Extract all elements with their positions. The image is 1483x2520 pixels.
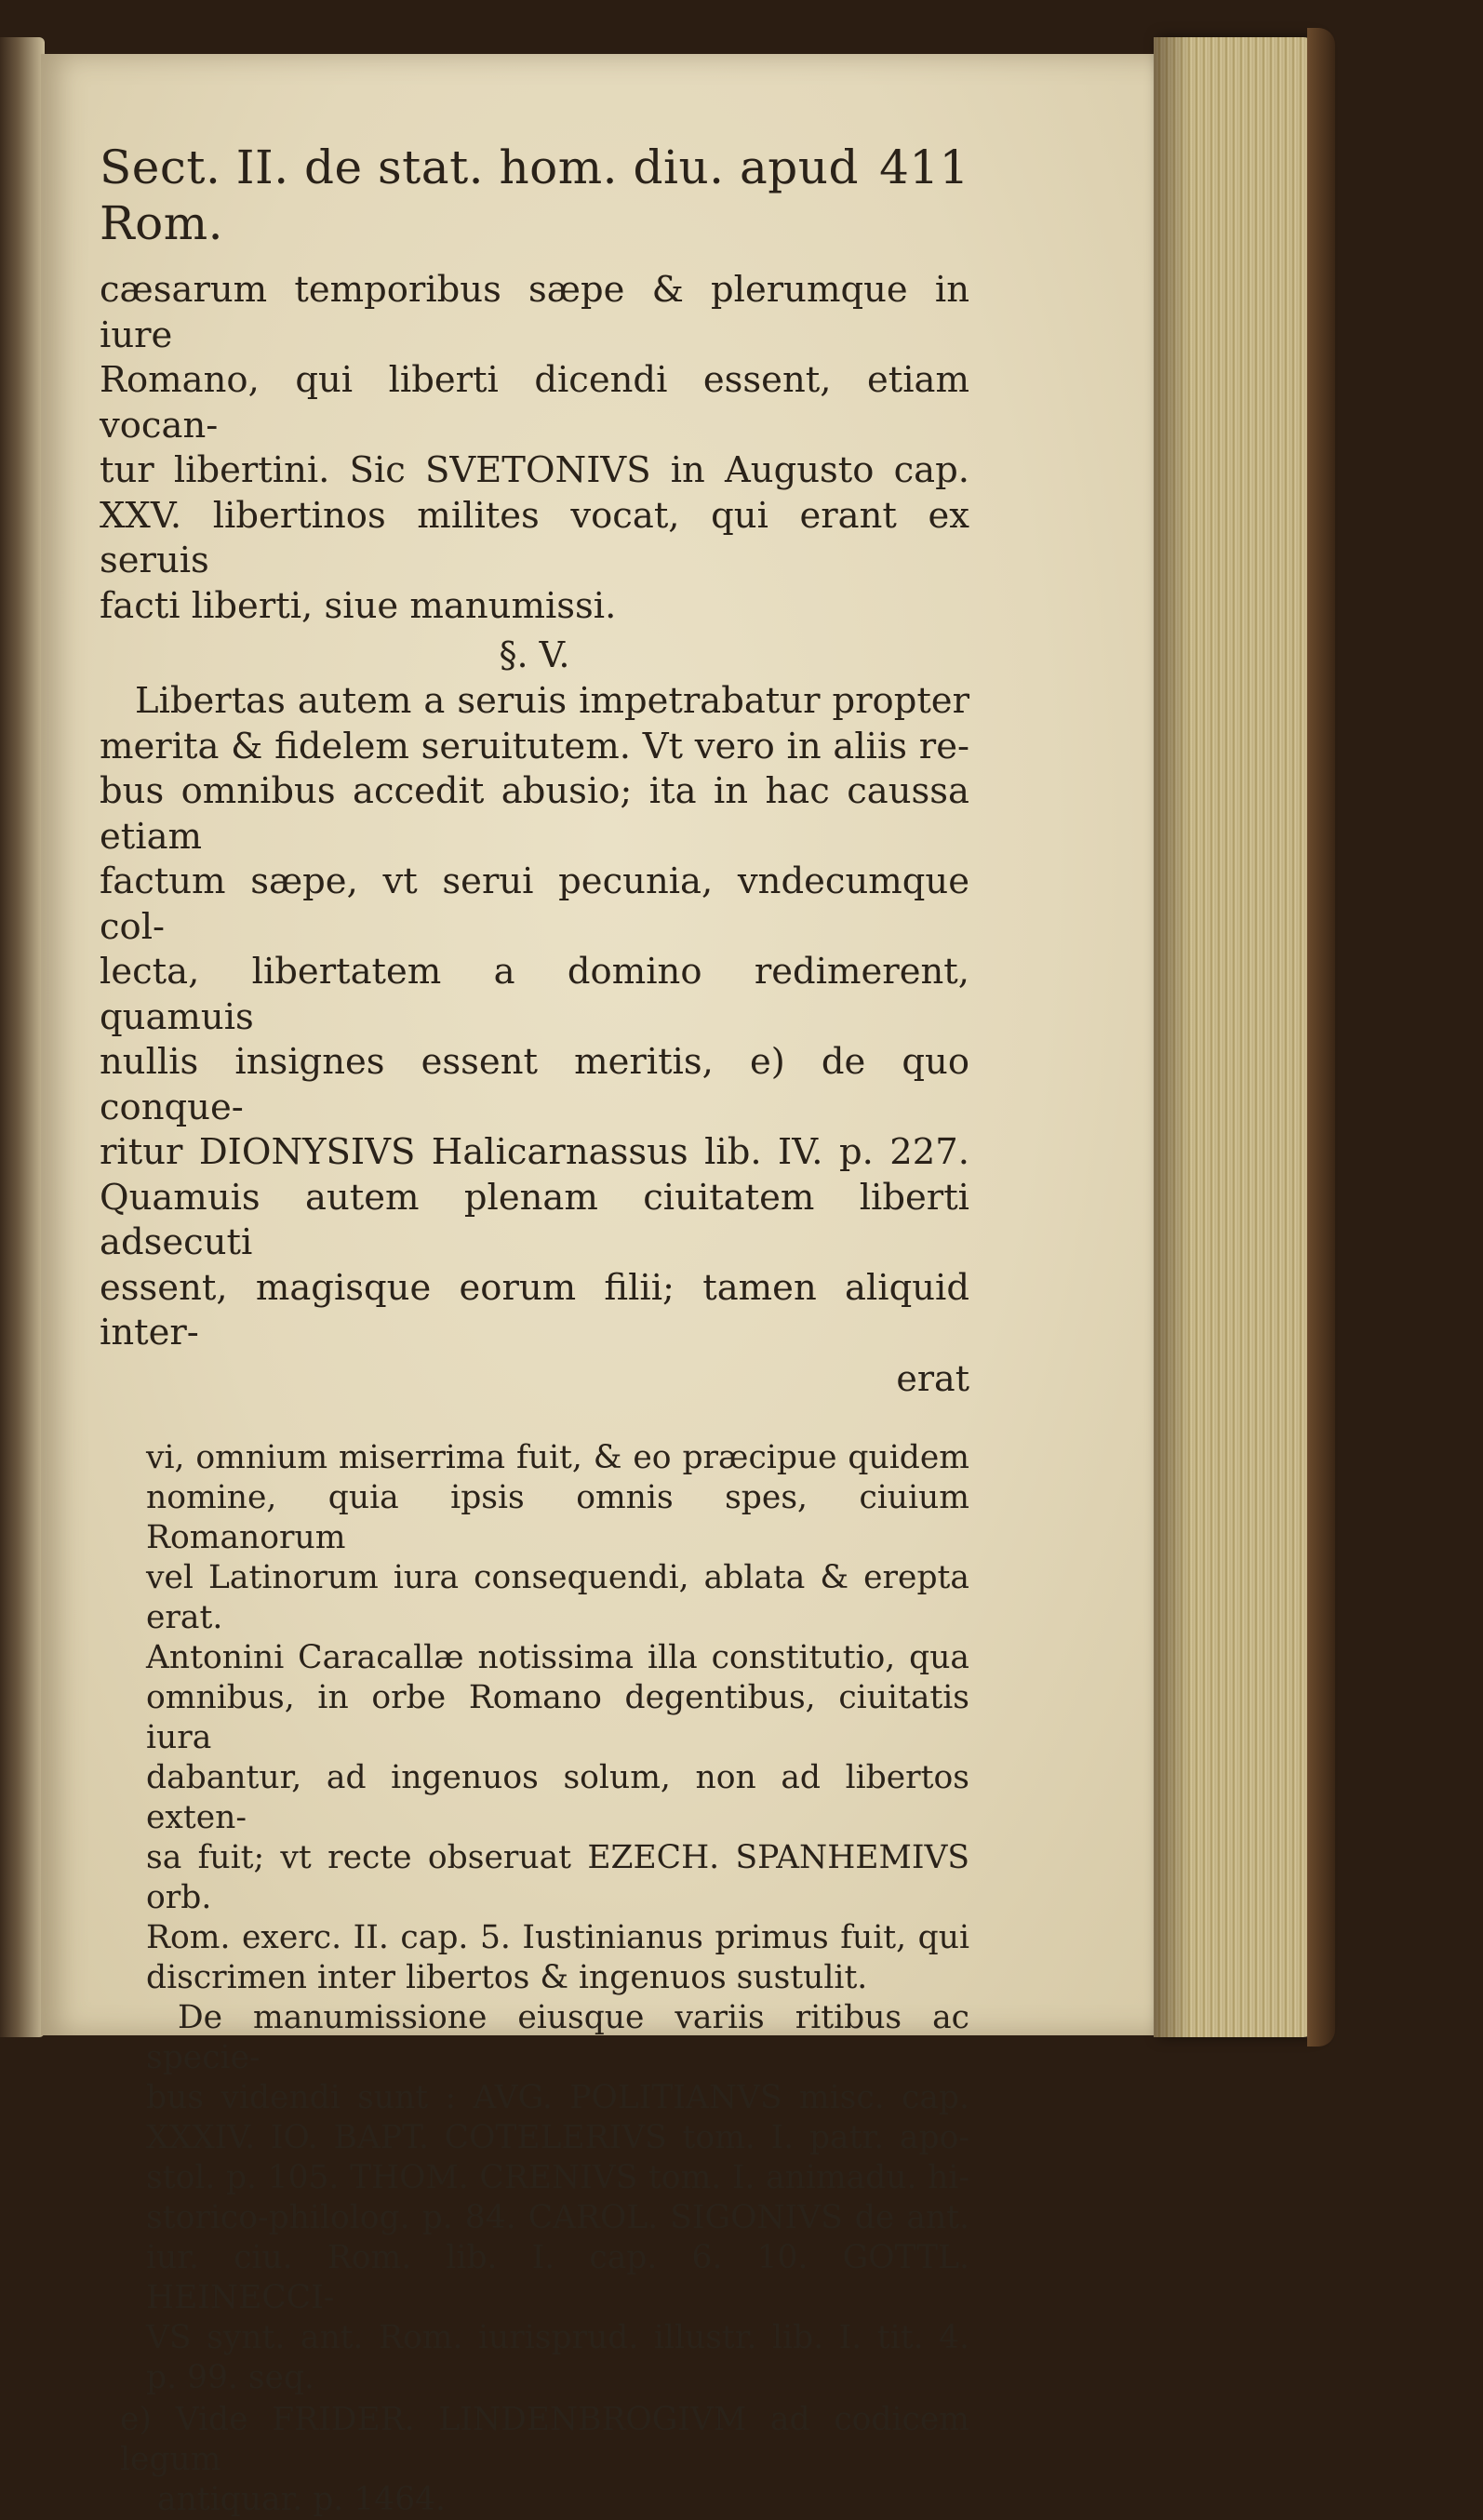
text-line: bus omnibus accedit abusio; ita in hac caussa etiam	[100, 770, 969, 858]
running-header	[100, 140, 969, 251]
catchword: erat	[896, 1357, 969, 1399]
text-line: lecta, libertatem a domino redimerent, quamuis	[100, 951, 969, 1038]
section-heading: §. V.	[499, 634, 570, 675]
text-line: merita & fidelem seruitutem. Vt vero in aliis re-	[100, 725, 969, 767]
note-line: discrimen inter libertos & ingenuos sustulit.	[146, 1958, 868, 1996]
text-line: Libertas autem a seruis impetrabatur propter	[135, 680, 969, 722]
text-line: Quamuis autem plenam ciuitatem liberti adsecuti	[100, 1176, 969, 1263]
note-line: stol. p. 105. THOM. CRENIVS tom. I. animadu. hi-	[146, 2158, 969, 2196]
note-line: vel Latinorum iura consequendi, ablata & erepta erat.	[146, 1558, 969, 1636]
running-title: Sect. II. de stat. hom. diu. apud Rom.	[100, 140, 859, 250]
note-line: XXXIV. IO. BAPT. COTELERIVS tom. I. patr. apo-	[146, 2118, 969, 2156]
note-line: iur. ciu. Rom. lib. I. cap. 6. 10. GOTTL. HEINECCI-	[146, 2238, 969, 2316]
note-line: storico-philolog. p. 84. CAROL. SIGONIVS de ant.	[146, 2198, 969, 2236]
footnote-line: antiquar. p. 1464.	[157, 2480, 446, 2518]
footnote-line: e) Vide FRIDER. LINDENBROGIVM ad codicem legum	[120, 2400, 969, 2478]
book-cover	[1307, 28, 1335, 2047]
footnote	[100, 2400, 969, 2520]
note-line: bus videndi sunt : AVG. POLITIANVS misc. cap.	[146, 2078, 969, 2116]
text-line: tur libertini. Sic SVETONIVS in Augusto cap.	[100, 449, 969, 491]
text-line: XXV. libertinos milites vocat, qui erant ex seruis	[100, 494, 969, 581]
text-line: nullis insignes essent meritis, e) de quo conque-	[100, 1041, 969, 1128]
note-line: p. 99. seq.	[146, 2358, 315, 2396]
note-line: nomine, quia ipsis omnis spes, ciuium Romanorum	[146, 1478, 969, 1556]
note-block	[100, 1438, 969, 2398]
text-line: factum sæpe, vt serui pecunia, vndecumque col-	[100, 860, 969, 948]
main-text	[100, 268, 969, 1401]
note-line: sa fuit; vt recte obseruat EZECH. SPANHEMIVS orb.	[146, 1838, 969, 1916]
note-line: De manumissione eiusque variis ritibus ac specie-	[146, 1998, 969, 2076]
previous-page-edge	[0, 37, 45, 2037]
note-line: omnibus, in orbe Romano degentibus, ciuitatis iura	[146, 1678, 969, 1756]
page-text	[100, 140, 969, 2520]
page-number: 411	[879, 140, 969, 194]
text-line: essent, magisque eorum filii; tamen aliquid inter-	[100, 1266, 969, 1353]
text-line: cæsarum temporibus sæpe & plerumque in iure	[100, 269, 969, 356]
text-line: facti liberti, siue manumissi.	[100, 584, 617, 627]
text-line: Romano, qui liberti dicendi essent, etiam vocan-	[100, 359, 969, 447]
note-line: Rom. exerc. II. cap. 5. Iustinianus primus fuit, qui	[146, 1918, 969, 1956]
note-line: VS synt. ant. Rom. iurisprud. illustr. lib. I. tit. 4.	[146, 2318, 969, 2356]
text-line: ritur DIONYSIVS Halicarnassus lib. IV. p. 227.	[100, 1131, 969, 1173]
gutter-shadow	[1154, 37, 1191, 2037]
note-line: dabantur, ad ingenuos solum, non ad libertos exten-	[146, 1758, 969, 1836]
note-line: Antonini Caracallæ notissima illa constitutio, qua	[146, 1638, 969, 1676]
note-line: vi, omnium miserrima fuit, & eo præcipue quidem	[146, 1438, 969, 1476]
